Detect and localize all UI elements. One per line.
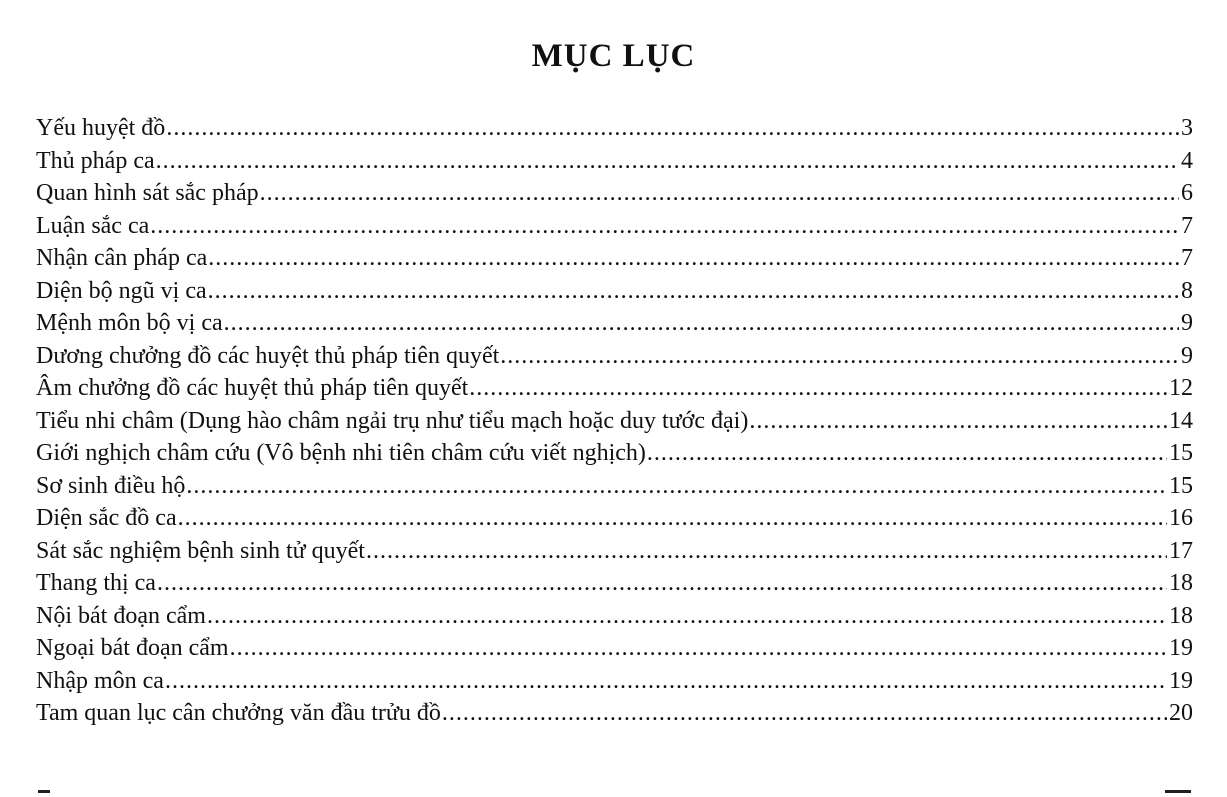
toc-dot-leader [207, 600, 1167, 632]
toc-entry-page-number: 6 [1181, 180, 1193, 206]
toc-entry-title: Ngoại bát đoạn cẩm [36, 635, 229, 661]
toc-entry[interactable] [36, 405, 1193, 438]
toc-entry[interactable] [36, 567, 1193, 600]
toc-dot-leader [500, 340, 1179, 372]
toc-entry-title: Quan hình sát sắc pháp [36, 180, 259, 206]
toc-entry-page-number: 8 [1181, 277, 1193, 304]
toc-entry[interactable] [36, 177, 1193, 210]
toc-dot-leader [165, 665, 1167, 697]
page-title: MỤC LỤC [531, 38, 696, 75]
toc-entry[interactable] [36, 600, 1193, 633]
toc-dot-leader [157, 567, 1167, 599]
toc-entry-title: Diện bộ ngũ vị ca [36, 277, 207, 304]
toc-entry-title: Diện sắc đồ ca [36, 505, 177, 531]
toc-entry[interactable] [36, 437, 1193, 470]
toc-entry[interactable] [36, 470, 1193, 503]
toc-entry[interactable] [36, 697, 1193, 730]
toc-entry-page-number: 12 [1169, 375, 1193, 401]
toc-entry-page-number: 14 [1169, 407, 1193, 434]
toc-entry[interactable] [36, 275, 1193, 308]
toc-dot-leader [178, 502, 1167, 534]
toc-entry-page-number: 15 [1169, 472, 1193, 499]
toc-dot-leader [208, 242, 1179, 274]
toc-dot-leader [230, 632, 1167, 664]
toc-entry-title: Mệnh môn bộ vị ca [36, 310, 223, 336]
toc-dot-leader [647, 437, 1167, 469]
cut-off-text-fragment [38, 790, 50, 793]
toc-dot-leader [208, 275, 1179, 307]
toc-entry[interactable] [36, 372, 1193, 405]
toc-dot-leader [166, 112, 1179, 144]
toc-entry[interactable] [36, 307, 1193, 340]
toc-entry-page-number: 19 [1169, 667, 1193, 694]
toc-entry-page-number: 16 [1169, 505, 1193, 531]
toc-dot-leader [442, 697, 1167, 729]
toc-dot-leader [260, 177, 1179, 209]
toc-entry-page-number: 15 [1169, 440, 1193, 466]
toc-dot-leader [186, 470, 1167, 502]
toc-entry-title: Giới nghịch châm cứu (Vô bệnh nhi tiên châm cứu viết nghịch) [36, 440, 646, 466]
toc-entry-title: Yếu huyệt đồ [36, 115, 166, 141]
toc-entry-page-number: 19 [1169, 635, 1193, 661]
toc-entry-title: Dương chưởng đồ các huyệt thủ pháp tiên quyết [36, 342, 500, 369]
toc-dot-leader [156, 145, 1179, 177]
toc-entry-title: Thủ pháp ca [36, 147, 155, 174]
toc-entry[interactable] [36, 210, 1193, 243]
toc-entry-title: Nội bát đoạn cẩm [36, 602, 206, 629]
toc-entry-title: Nhận cân pháp ca [36, 245, 208, 271]
toc-entry-title: Âm chưởng đồ các huyệt thủ pháp tiên quyết [36, 375, 469, 401]
toc-entry-title: Luận sắc ca [36, 212, 150, 239]
toc-entry-page-number: 7 [1181, 245, 1193, 271]
toc-entry[interactable] [36, 502, 1193, 535]
toc-entry-page-number: 7 [1181, 212, 1193, 239]
toc-entry[interactable] [36, 242, 1193, 275]
toc-dot-leader [224, 307, 1179, 339]
toc-dot-leader [150, 210, 1179, 242]
toc-entry-title: Sát sắc nghiệm bệnh sinh tử quyết [36, 537, 365, 564]
toc-entry-page-number: 4 [1181, 147, 1193, 174]
toc-entry-page-number: 20 [1169, 700, 1193, 726]
cut-off-page-fragment [1165, 790, 1191, 793]
toc-entry-page-number: 9 [1181, 310, 1193, 336]
toc-entry[interactable] [36, 112, 1193, 145]
toc-dot-leader [469, 372, 1167, 404]
toc-entry-page-number: 17 [1169, 537, 1193, 564]
toc-dot-leader [366, 535, 1167, 567]
toc-entry-title: Thang thị ca [36, 570, 156, 596]
table-of-contents [36, 112, 1193, 730]
toc-entry-page-number: 9 [1181, 342, 1193, 369]
toc-entry-title: Tiểu nhi châm (Dụng hào châm ngải trụ như tiểu mạch hoặc duy tước đại) [36, 407, 749, 434]
toc-dot-leader [749, 405, 1167, 437]
toc-entry-title: Sơ sinh điều hộ [36, 472, 186, 499]
toc-entry-page-number: 18 [1169, 570, 1193, 596]
toc-entry-page-number: 18 [1169, 602, 1193, 629]
toc-entry[interactable] [36, 340, 1193, 373]
toc-entry-title: Tam quan lục cân chưởng văn đầu trửu đồ [36, 700, 441, 726]
toc-entry-page-number: 3 [1181, 115, 1193, 141]
toc-entry[interactable] [36, 665, 1193, 698]
toc-entry-title: Nhập môn ca [36, 667, 164, 694]
cut-off-next-entry [36, 790, 1193, 797]
toc-entry[interactable] [36, 632, 1193, 665]
toc-entry[interactable] [36, 535, 1193, 568]
toc-entry[interactable] [36, 145, 1193, 178]
